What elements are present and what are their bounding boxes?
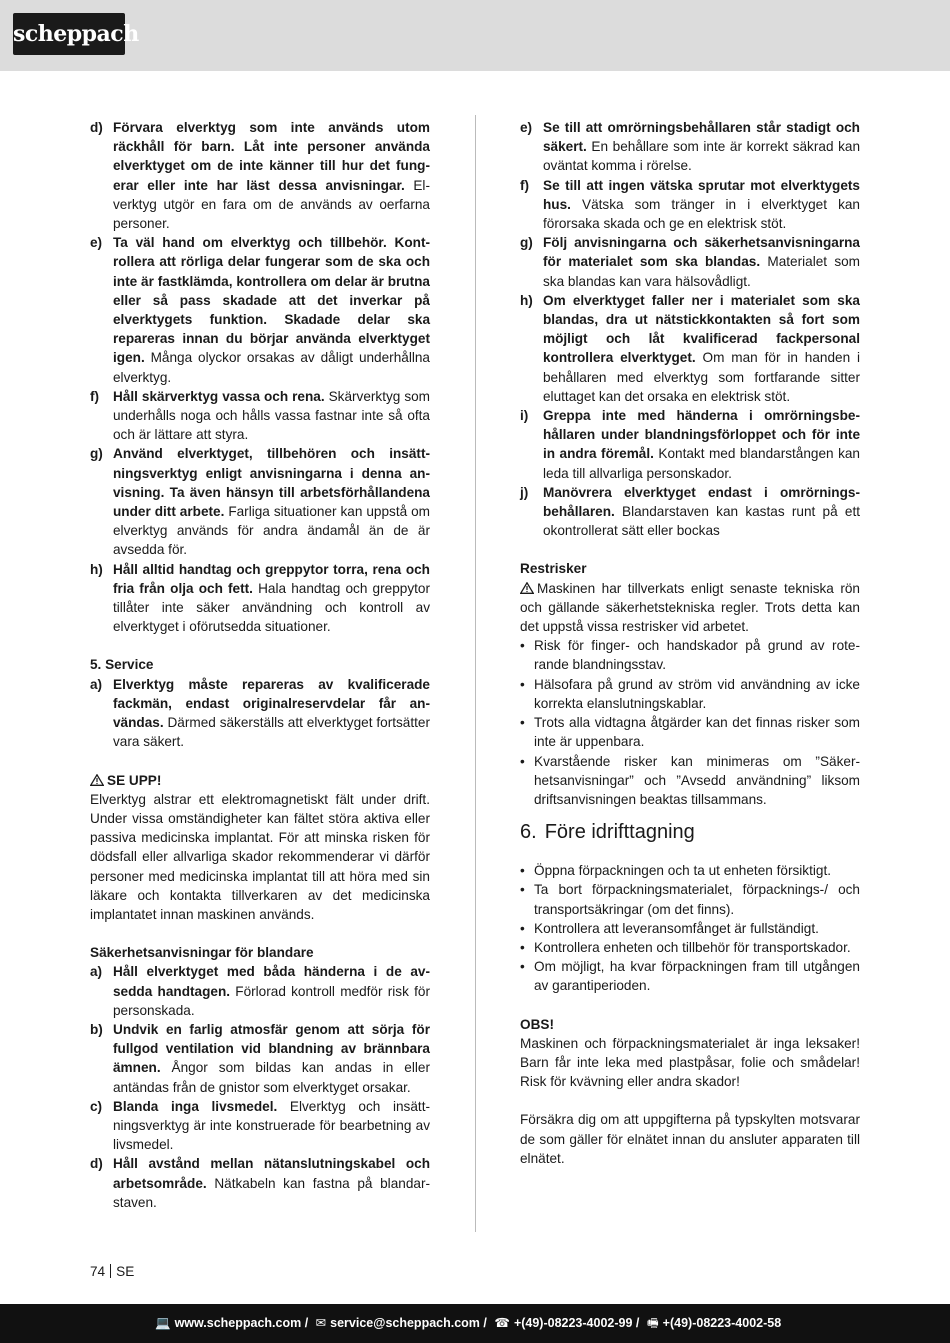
mixer-safety-item	[520, 118, 860, 176]
item-bold-text: Förvara elverktyg som inte används utom räckhåll för barn. Låt inte personer använda elverktyget om de inte känner till hur det fungerar eller inte har läst dessa anvisningar.	[113, 120, 430, 193]
residual-risks-intro: Maskinen har tillverkats enligt senaste tekniska rön och gällande säkerhetstekniska regler. Trots detta kan det uppstå vissa restrisker vid arbetet.	[520, 580, 860, 635]
mixer-safety-heading: Säkerhetsanvisningar för blandare	[90, 945, 314, 961]
section-6-heading: 6. Före idrifttagning	[520, 821, 695, 844]
email-icon: ✉	[315, 1316, 327, 1330]
bullet-text: Kontrollera att leveransomfånget är fullständigt.	[534, 920, 819, 936]
computer-icon: 💻	[155, 1316, 171, 1330]
mixer-safety-item	[90, 962, 430, 1020]
bullet-text: Trots alla vidtagna åtgärder kan det finnas risker som inte är uppenbara.	[534, 715, 860, 750]
safety-item	[90, 444, 430, 559]
page-number: 74 SE	[90, 1264, 135, 1279]
page-footer	[0, 1304, 950, 1343]
item-bold-text: Följ anvisningarna och säkerhetsanvisningarna för materialet som ska blandas.	[543, 235, 860, 270]
right-column	[520, 118, 860, 1168]
bullet-text: Risk för finger- och handskador på grund av roterande blandningsstav.	[534, 638, 860, 673]
item-text: Om man för in handen i behållaren med elverktyg som fortfarande sitter eluttaget kan det orsaka en elektrisk stöt.	[543, 350, 861, 404]
item-bold-text: Greppa inte med händerna i omrörningsbehållaren under blandningsförloppet och för inte in andra föremål.	[543, 408, 860, 462]
item-text: Elverktyg utgör en fara om de används av oerfarna personer.	[113, 177, 430, 232]
item-text: Därmed säkerställs att elverktyget fortsätter vara säkert.	[113, 715, 430, 750]
final-note: Försäkra dig om att uppgifterna på typskylten motsvarar de som gäller för elnätet innan du ansluter apparaten till elnätet.	[520, 1112, 860, 1166]
mixer-safety-item	[520, 291, 860, 406]
column-divider	[475, 115, 476, 1232]
item-text: Blandarstaven kan kastas runt på ett okontrollerat sätt eller bockas	[543, 504, 860, 539]
bullet-dot-icon: •	[520, 939, 525, 955]
item-text: Många olyckor orsakas av dåligt underhållna elverktyg.	[113, 350, 430, 385]
phone-number: +(49)-08223-4002-99 /	[513, 1316, 640, 1330]
residual-risk-bullet	[520, 752, 860, 810]
item-label: a)	[90, 676, 103, 692]
preparation-bullet	[520, 957, 860, 995]
item-bold-text: Håll elverktyget med båda händerna i de avsedda handtagen.	[113, 964, 430, 999]
residual-risks-heading: Restrisker	[520, 561, 587, 577]
fax-number: +(49)-08223-4002-58	[662, 1316, 782, 1330]
item-label: f)	[90, 388, 100, 404]
service-item	[90, 675, 430, 752]
scheppach-logo: scheppach	[13, 13, 125, 55]
bullet-dot-icon: •	[520, 638, 525, 654]
warning-heading	[90, 771, 430, 790]
warning-triangle-icon	[520, 582, 534, 594]
mixer-safety-item	[520, 233, 860, 291]
left-column	[90, 118, 430, 1212]
item-text: Materialet som ska blandas kan vara hälsovådligt.	[543, 254, 861, 289]
phone-icon: ☎	[494, 1316, 510, 1330]
safety-item	[90, 560, 430, 637]
item-text: Skärverktyg som underhålls noga och hålls vassa fastnar inte så ofta och är lättare att styra.	[113, 388, 430, 443]
item-label: b)	[90, 1021, 103, 1037]
item-text: Farliga situationer kan uppstå om elverktyg används för andra ändamål än de är avsedda för.	[113, 504, 430, 558]
mixer-safety-item	[90, 1097, 430, 1155]
item-text: Vätska som tränger in i elverktyget kan förorsaka skada och ge en elektrisk stöt.	[543, 196, 860, 232]
item-text: Förlorad kontroll medför risk för personskada.	[113, 983, 430, 1018]
item-bold-text: Håll alltid handtag och greppytor torra, rena och fria från olja och fett.	[113, 561, 430, 596]
warning-triangle-icon	[90, 774, 104, 786]
safety-item	[90, 387, 430, 445]
bullet-text: Kvarstående risker kan minimeras om ”Säkerhetsanvisningar” och ”Avsedd användning” liksom driftsanvisningen beaktas tillsammans.	[534, 753, 860, 807]
mixer-safety-item	[90, 1154, 430, 1212]
item-bold-text: Ta väl hand om elverktyg och tillbehör. Kontrollera att rörliga delar fungerar som de ska och inte är fastklämda, kontrollera om delar är brutna eller så pass skadade att det inverkar på elverktygets funktion. Skadade delar ska repareras innan du börjar använda elverktyget igen.	[113, 235, 430, 366]
bullet-dot-icon: •	[520, 959, 525, 975]
mixer-safety-item	[520, 176, 860, 234]
item-label: c)	[90, 1098, 103, 1114]
item-label: d)	[90, 1156, 103, 1172]
email-link[interactable]: service@scheppach.com /	[330, 1316, 487, 1330]
bullet-text: Kontrollera enheten och tillbehör för transportskador.	[534, 939, 851, 955]
item-label: g)	[520, 235, 533, 251]
safety-item	[90, 233, 430, 387]
item-label: h)	[90, 561, 103, 577]
item-label: a)	[90, 964, 103, 980]
residual-risk-bullet	[520, 636, 860, 674]
fax-icon: 🖷	[646, 1316, 659, 1330]
bullet-dot-icon: •	[520, 676, 525, 692]
item-bold-text: Undvik en farlig atmosfär genom att sörja för fullgod ventilation vid blandning av brännbara ämnen.	[113, 1021, 430, 1076]
item-bold-text: Manövrera elverktyget endast i omrörningsbehållaren.	[543, 484, 860, 520]
obs-heading: OBS!	[520, 1016, 554, 1032]
residual-risk-bullet	[520, 713, 860, 751]
warning-heading-text: SE UPP!	[107, 772, 162, 788]
bullet-dot-icon: •	[520, 863, 525, 879]
item-label: g)	[90, 446, 103, 462]
preparation-bullet	[520, 919, 860, 938]
bullet-dot-icon: •	[520, 715, 525, 731]
bullet-text: Öppna förpackningen och ta ut enheten försiktigt.	[534, 863, 831, 879]
item-bold-text: Blanda inga livsmedel.	[113, 1098, 278, 1114]
safety-item	[90, 118, 430, 233]
item-label: d)	[90, 120, 103, 135]
item-text: Nätkabeln kan fastna på blandarstaven.	[113, 1175, 430, 1210]
item-bold-text: Håll skärverktyg vassa och rena.	[113, 388, 325, 404]
item-bold-text: Se till att ingen vätska sprutar mot elverktygets hus.	[543, 177, 860, 212]
item-bold-text: Håll avstånd mellan nätanslutningskabel och arbetsområde.	[113, 1156, 430, 1191]
bullet-text: Om möjligt, ha kvar förpackningen fram till utgången av garantiperioden.	[534, 959, 860, 994]
item-text: En behållare som inte är korrekt säkrad kan oväntat komma i rörelse.	[543, 139, 860, 174]
warning-text: Elverktyg alstrar ett elektromagnetiskt fält under drift. Under vissa omständigheter kan fältet störa aktiva eller passiva medicinska implantat. För att minska risken för dödsfall eller allvarliga skador rekommenderar vi därför personer med medicinska implantat till att höra med sin läkare och kontakta tillverkaren av det medicinska implantatet innan maskinen används.	[90, 791, 430, 922]
item-label: e)	[90, 235, 103, 251]
item-label: i)	[520, 408, 529, 424]
item-label: j)	[520, 484, 529, 500]
page-header	[0, 0, 950, 71]
bullet-dot-icon: •	[520, 753, 525, 769]
bullet-text: Ta bort förpackningsmaterialet, förpacknings-/ och transportsäkringar (om det finns).	[534, 882, 860, 917]
preparation-bullet	[520, 880, 860, 918]
bullet-dot-icon: •	[520, 882, 525, 898]
service-heading: 5. Service	[90, 657, 154, 673]
item-text: Ångor som bildas kan andas in eller antändas från de gnistor som elverktyget orsakar.	[113, 1060, 430, 1095]
preparation-bullet	[520, 938, 860, 957]
item-label: f)	[520, 177, 530, 193]
residual-risk-bullet	[520, 675, 860, 713]
item-label: e)	[520, 120, 533, 135]
preparation-bullet	[520, 861, 860, 880]
item-bold-text: Elverktyg måste repareras av kvalificerade fackmän, endast originalreservdelar får användas.	[113, 676, 430, 731]
item-label: h)	[520, 292, 533, 308]
item-bold-text: Om elverktyget faller ner i materialet som ska blandas, dra ut nätstickkontakten så fort som möjligt och låt kvalificerad fackpersonal kontrollera elverktyget.	[543, 292, 860, 366]
item-bold-text: Se till att omrörningsbehållaren står stadigt och säkert.	[543, 120, 860, 155]
item-text: Kontakt med blandarstången kan leda till allvarliga personskador.	[543, 446, 860, 481]
item-bold-text: Använd elverktyget, tillbehören och insättningsverktyg enligt anvisningarna i denna anvisning. Ta även hänsyn till arbetsförhållandena under ditt arbete.	[113, 446, 430, 520]
mixer-safety-item	[90, 1020, 430, 1097]
bullet-dot-icon: •	[520, 920, 525, 936]
item-text: Hala handtag och greppytor tillåter inte säker användning och kontroll av elverktyget i oförutsedda situationer.	[113, 580, 430, 635]
bullet-text: Hälsofara på grund av ström vid användning av icke korrekta elanslutningskablar.	[534, 676, 860, 711]
obs-text: Maskinen och förpackningsmaterialet är inga leksaker! Barn får inte leka med plastpåsar, folie och smådelar! Risk för kvävning eller andra skador!	[520, 1035, 860, 1090]
item-text: Elverktyg och insättningsverktyg är inte konstruerade för bearbetning av livsmedel.	[113, 1098, 430, 1153]
mixer-safety-item	[520, 406, 860, 483]
mixer-safety-item	[520, 483, 860, 541]
website-link[interactable]: www.scheppach.com /	[174, 1316, 309, 1330]
